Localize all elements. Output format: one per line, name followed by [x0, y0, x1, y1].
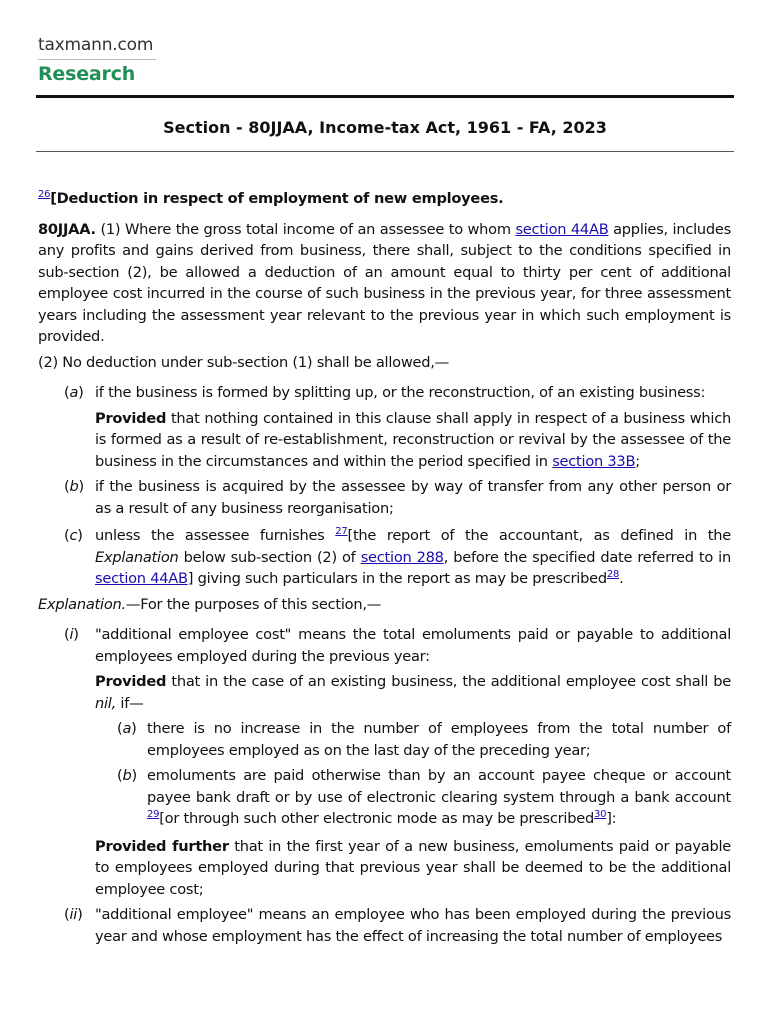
section-heading — [38, 188, 731, 210]
taxmann-logo[interactable] — [38, 34, 158, 85]
item-ii-label: (ii) — [64, 906, 83, 923]
link-section-44ab-2[interactable]: section 44AB — [95, 570, 188, 587]
footnote-link-26[interactable]: 26 — [38, 189, 51, 200]
item-i-sub-a-text: there is no increase in the number of employees from the total number of employees employed as on the last day of the preceding year; — [147, 720, 731, 759]
item-ii-text: "additional employee" means an employee who has been employed during the previous year and whose employment has the effect of increasing the total number of employees — [95, 906, 731, 945]
item-i-sub-b — [38, 765, 731, 830]
page-title: Section - 80JJAA, Income-tax Act, 1961 - FA, 2023 — [163, 118, 607, 137]
header-rule-thin — [36, 151, 734, 152]
item-i-sub-b-text: emoluments are paid otherwise than by an account payee cheque or account payee bank draft or by use of electronic clearing system through a bank account $^{29}$[or through such other electronic mode as may be prescribed$^{30}$]: — [147, 767, 731, 827]
item-ii — [38, 904, 731, 947]
section-label: 80JJAA. — [38, 220, 96, 238]
clause-b — [38, 476, 731, 519]
item-i-proviso-further: Provided further that in the first year of a new business, emoluments paid or payable to employees employed during that previous year shall be deemed to be the additional employee cost; — [95, 837, 731, 898]
header-rule-thick — [36, 95, 734, 98]
brand-research-label: Research — [38, 63, 136, 85]
clause-a — [38, 382, 731, 404]
item-i — [38, 624, 731, 667]
item-i-sub-b-label: (b) — [117, 767, 137, 784]
heading-bracket: [ — [50, 190, 57, 207]
clause-a-proviso: Provided that nothing contained in this clause shall apply in respect of a business which is formed as a result of re-establishment, reconstruction or revival by the assessee of the business in the circumstances and within the period specified in section 33B; — [95, 409, 731, 470]
footnote-link-30[interactable]: 30 — [593, 809, 607, 820]
footnote-link-29[interactable]: 29 — [147, 809, 160, 820]
subsection-2: (2) No deduction under sub-section (1) shall be allowed,— — [38, 353, 450, 371]
clause-c-label: (c) — [64, 527, 83, 544]
subsection-1: 80JJAA. (1) Where the gross total income of an assessee to whom section 44AB applies, includes any profits and gains derived from business, there shall, subject to the conditions specified in sub-section (2), be allowed a deduction of an amount equal to thirty per cent of additional employee cost incurred in the course of such business in the previous year, for three assessment years including the assessment year relevant to the previous year in which such employment is provided. — [38, 220, 731, 345]
item-i-sub-a-label: (a) — [117, 720, 137, 737]
clause-a-label: (a) — [64, 384, 84, 401]
link-section-288[interactable]: section 288 — [360, 548, 444, 566]
link-section-44ab[interactable]: section 44AB — [515, 220, 609, 238]
heading-text: Deduction in respect of employment of new employees. — [56, 190, 504, 207]
clause-c — [38, 525, 731, 590]
footnote-link-28[interactable]: 28 — [606, 569, 620, 580]
explanation: Explanation.—For the purposes of this section,— — [38, 595, 382, 613]
item-i-label: (i) — [64, 626, 79, 643]
clause-b-label: (b) — [64, 478, 84, 495]
brand-divider — [38, 59, 156, 60]
item-i-proviso: Provided that in the case of an existing business, the additional employee cost shall be nil, if— — [95, 673, 731, 712]
link-section-33b[interactable]: section 33B — [552, 452, 636, 470]
clause-b-text: if the business is acquired by the assessee by way of transfer from any other person or as a result of any business reorganisation; — [95, 478, 731, 517]
explanation-label: Explanation. — [38, 595, 126, 613]
footnote-link-27[interactable]: 27 — [335, 526, 348, 537]
brand-site-name: taxmann.com — [38, 35, 154, 55]
clause-c-text: unless the assessee furnishes $^{27}$[the report of the accountant, as defined in the Explanation below sub-section (2) of section 288, before the specified date referred to in section 44AB] giving such particulars in the report as may be prescribed$^{28}$. — [95, 526, 732, 587]
clause-a-text: if the business is formed by splitting up, or the reconstruction, of an existing business: — [95, 384, 706, 401]
item-i-sub-a — [38, 718, 731, 761]
section-content — [38, 188, 731, 947]
item-i-text: "additional employee cost" means the total emoluments paid or payable to additional employees employed during the previous year: — [95, 626, 731, 665]
